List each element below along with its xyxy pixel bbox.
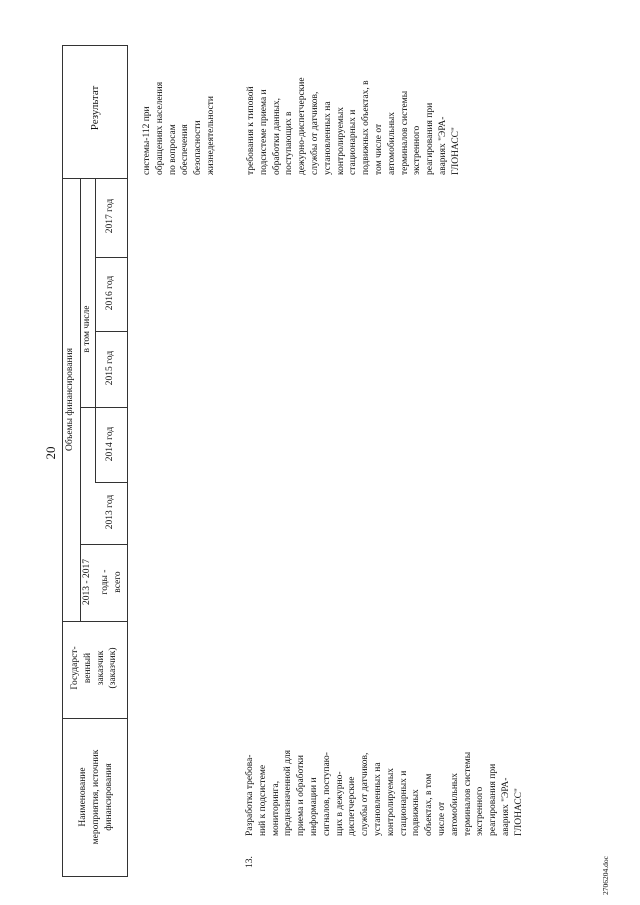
divider-including [95,178,96,482]
header-left-border [62,45,63,876]
header-period: 2013 - 2017 [82,559,92,605]
divider-period-customer [62,621,128,622]
header-year-2014: 2014 год [105,426,115,462]
header-year-2016: 2016 год [105,275,115,311]
header-funding-title: Объемы финансирования [65,348,75,451]
table-bottom-border [62,876,128,877]
footer-doc-name: 2706204.doc [601,856,610,895]
header-right-border [127,45,128,876]
row-13-result: требования к типовой подсистеме приема и обработки данных, поступающих в дежурно-диспетчерские службы от датчиков, установленных на контролируемых стационарных и подвижных объектах, в том числе от автомобильных терминалов системы экстренного реагирования при авариях "ЭРА- ГЛОНАСС" [246,77,461,175]
row-continuation-result: системы-112 при обращениях населения по вопросам обеспечения безопасности жизнедеятельности [142,81,216,175]
row-13-number: 13. [245,856,255,868]
divider-customer-name [62,718,128,719]
header-col-result: Результат [89,85,101,131]
row-13-name: Разработка требова- ний к подсистеме мониторинга, предназначенной для приема и обработки информации и сигналов, поступаю- щих в дежурно- диспетчерские службы от датчиков, установленных на контролируемых стационарных и подвижных объектах, в том числе от автомобильных терминалов системы экстренного реагирования при авариях "ЭРА- ГЛОНАСС" [245,749,524,836]
header-year-2017: 2017 год [105,198,115,234]
header-including: в том числе [82,305,92,353]
header-total: годы - всего [100,569,123,595]
header-col-customer: Государст- венный заказчик (заказчик) [70,646,119,690]
header-col-name: Наименование мероприятия, источник финансирования [78,749,114,845]
divider-years-period [80,544,127,545]
header-year-2015: 2015 год [105,350,115,386]
header-year-2013: 2013 год [105,494,115,530]
page-number: 20 [43,446,58,460]
